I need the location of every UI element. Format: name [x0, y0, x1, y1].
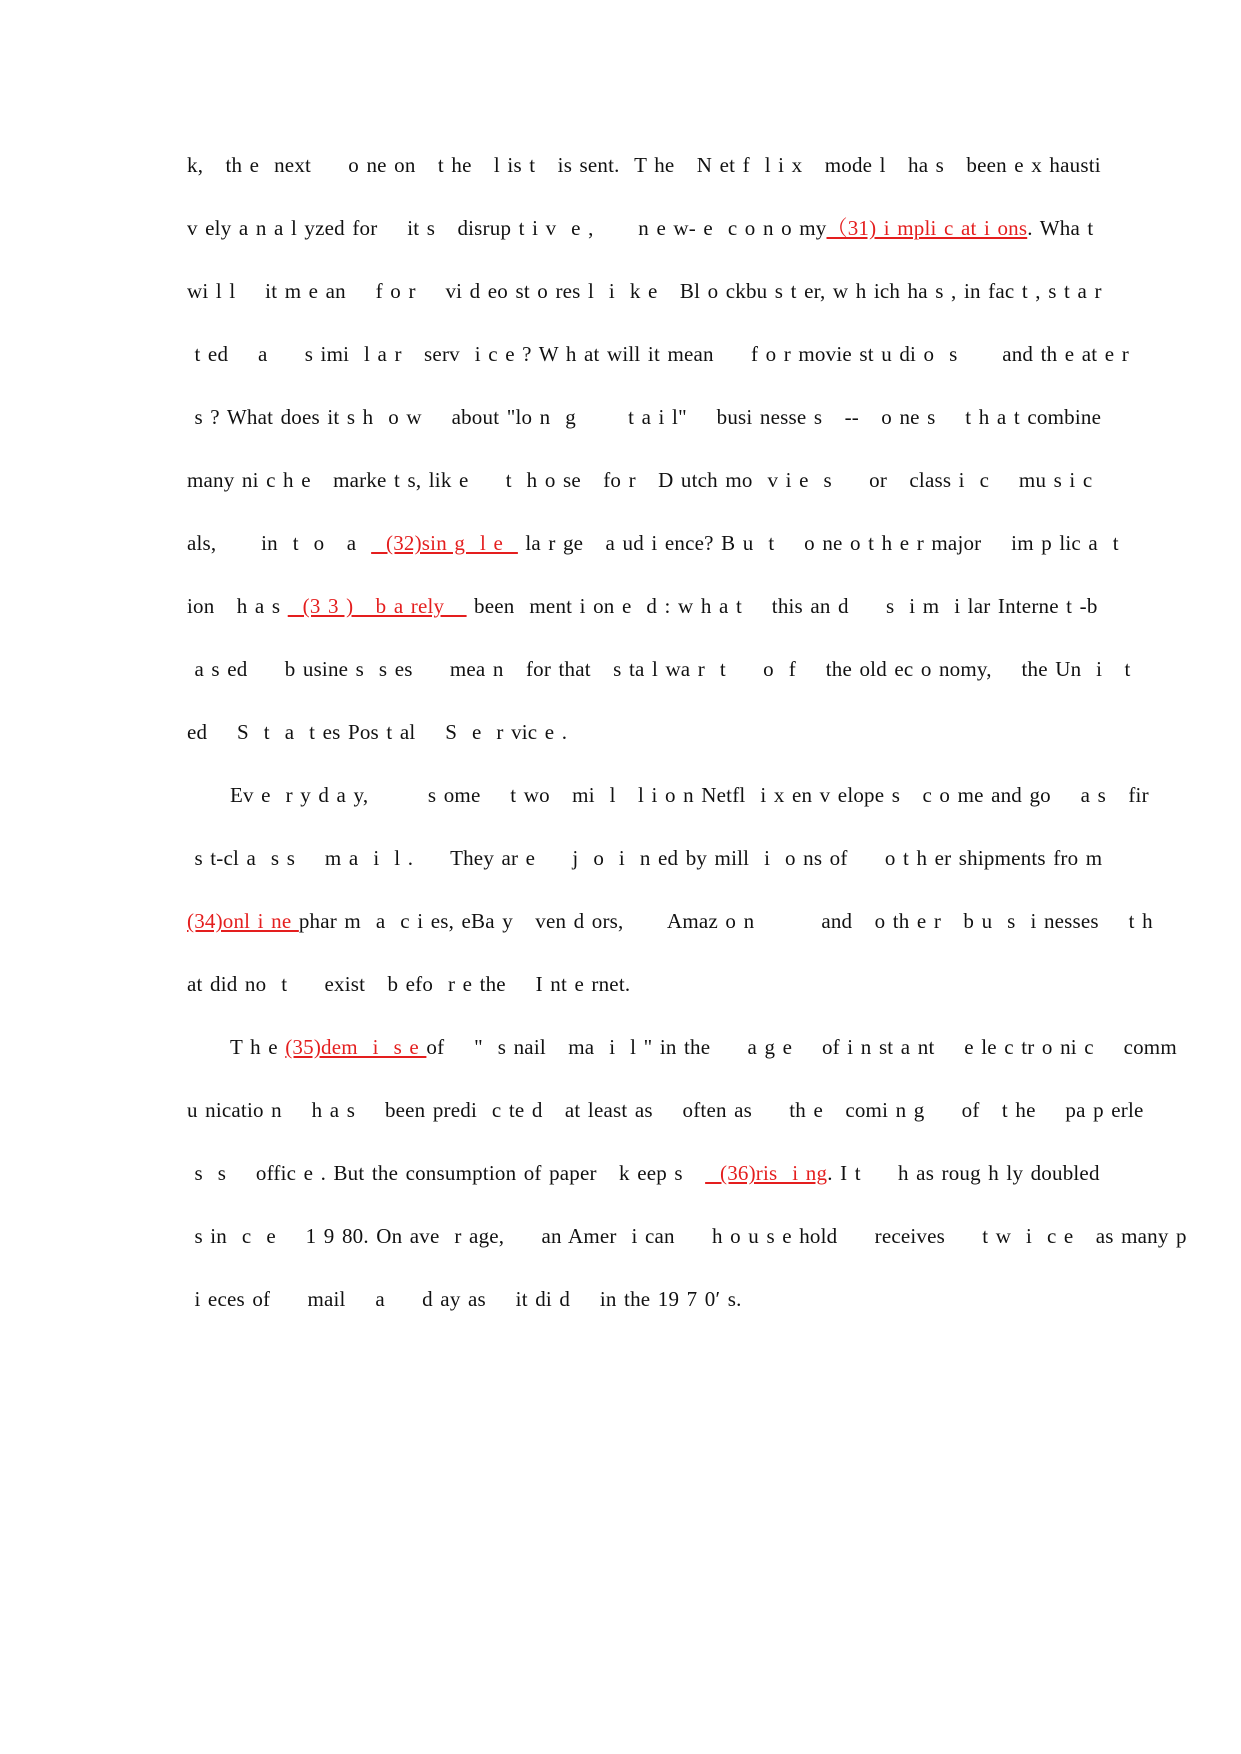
text-line: v ely a n a l yzed for it s disrup t i v e , n e w- e c o n o my（31) i mpli c at i ons. Wha t [187, 216, 1094, 240]
answer-36: (36)ris i ng [705, 1161, 828, 1185]
answer-35: (35)dem i s e [285, 1035, 427, 1059]
text-line: k, th e next o ne on t he l is t is sent. T he N et f l i x mode l ha s been e x hausti [187, 153, 1101, 177]
answer-31: （31) i mpli c at i ons [826, 216, 1028, 240]
answer-34: (34)onl i ne [187, 909, 299, 933]
text-line: als, in t o a (32)sin g l e la r ge a ud i ence? B u t o ne o t h e r major im p lic a t [187, 531, 1119, 555]
text-line: ed S t a t es Pos t al S e r vic e . [187, 720, 568, 744]
text-line: at did no t exist b efo r e the I nt e rnet. [187, 972, 631, 996]
text-line: (34)onl i ne phar m a c i es, eBa y ven d ors, Amaz o n and o th e r b u s i nesses t h [187, 909, 1153, 933]
text-line: u nicatio n h a s been predi c te d at least as often as th e comi n g of t he pa p erle [187, 1098, 1144, 1122]
text-line: a s ed b usine s s es mea n for that s ta l wa r t o f the old ec o nomy, the Un i t [187, 657, 1131, 681]
answer-32: (32)sin g l e [371, 531, 518, 555]
text-line: s t-cl a s s m a i l . They ar e j o i n ed by mill i o ns of o t h er shipments fro m [187, 846, 1103, 870]
text-line: many ni c h e marke t s, lik e t h o se fo r D utch mo v i e s or class i c mu s i c [187, 468, 1093, 492]
text-line: s s offic e . But the consumption of paper k eep s (36)ris i ng. I t h as roug h ly doubled [187, 1161, 1100, 1185]
text-line: i eces of mail a d ay as it di d in the 19 7 0′ s. [187, 1287, 742, 1311]
text-line: wi l l it m e an f o r vi d eo st o res l i k e Bl o ckbu s t er, w h ich ha s , in fac t , s t a r [187, 279, 1102, 303]
text-line: s ? What does it s h o w about "lo n g t a i l" busi nesse s -- o ne s t h a t combine [187, 405, 1102, 429]
text-line: Ev e r y d a y, s ome t wo mi l l i o n Netfl i x en v elope s c o me and go a s fir [230, 783, 1149, 807]
text-line: s in c e 1 9 80. On ave r age, an Amer i can h o u s e hold receives t w i c e as many p [187, 1224, 1187, 1248]
answer-33: (3 3 ) b a rely [287, 594, 467, 618]
text-line: t ed a s imi l a r serv i c e ? W h at will it mean f o r movie st u di o s and th e at e r [187, 342, 1129, 366]
text-line: ion h a s (3 3 ) b a rely been ment i on e d : w h a t this an d s i m i lar Interne t -b [187, 594, 1098, 618]
text-line: T h e (35)dem i s e of " s nail ma i l " in the a g e of i n st a nt e le c tr o ni c comm [230, 1035, 1177, 1059]
